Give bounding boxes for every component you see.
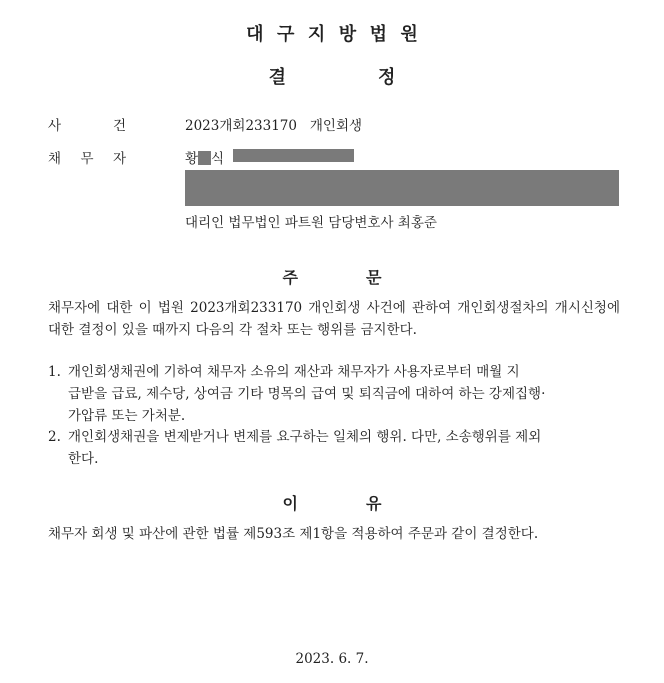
list-item-number: 1. xyxy=(48,364,61,380)
list-item-line: 가압류 또는 가처분. xyxy=(68,408,186,424)
order-heading: 주 문 xyxy=(282,268,382,287)
list-item xyxy=(48,361,620,427)
case-number xyxy=(185,114,362,134)
case-label: 사 건 xyxy=(48,118,126,134)
list-item-line: 한다. xyxy=(68,451,99,467)
reason-text: 채무자 회생 및 파산에 관한 법률 제593조 제1항을 적용하여 주문과 같이 결정한다. xyxy=(48,526,539,542)
address-redaction xyxy=(185,170,619,206)
debtor-representative: 대리인 법무법인 파트원 담당변호사 최홍준 xyxy=(185,215,437,231)
name-redaction xyxy=(198,151,211,165)
debtor-label: 채 무 자 xyxy=(48,151,126,167)
document-type xyxy=(0,63,664,89)
document-type-char-1: 결 xyxy=(268,67,286,88)
list-item-line: 개인회생채권에 기하여 채무자 소유의 재산과 채무자가 사용자로부터 매월 지 xyxy=(68,364,520,380)
order-intro: 채무자에 대한 이 법원 2023개회233170 개인회생 사건에 관하여 개인회생절차의 개시신청에 대한 결정이 있을 때까지 다음의 각 절차 또는 행위를 금지한다. xyxy=(48,300,620,338)
list-item-line: 급받을 급료, 제수당, 상여금 기타 명목의 급여 및 퇴직금에 대하여 하는 강제집행· xyxy=(68,386,546,402)
list-item xyxy=(48,426,620,470)
debtor-name-start: 황 xyxy=(185,151,199,167)
id-redaction xyxy=(233,149,354,162)
reason-heading: 이 유 xyxy=(282,494,382,513)
case-type: 개인회생 xyxy=(309,118,363,134)
list-item-line: 개인회생채권을 변제받거나 변제를 요구하는 일체의 행위. 다만, 소송행위를 제외 xyxy=(68,429,542,445)
case-number-value: 2023개회233170 xyxy=(185,118,297,134)
decision-date: 2023. 6. 7. xyxy=(295,651,369,667)
debtor-name-end: 식 xyxy=(211,151,225,167)
debtor-name xyxy=(185,147,224,167)
document-type-char-2: 정 xyxy=(378,67,396,88)
court-name: 대구지방법원 xyxy=(246,24,432,45)
list-item-number: 2. xyxy=(48,429,61,445)
